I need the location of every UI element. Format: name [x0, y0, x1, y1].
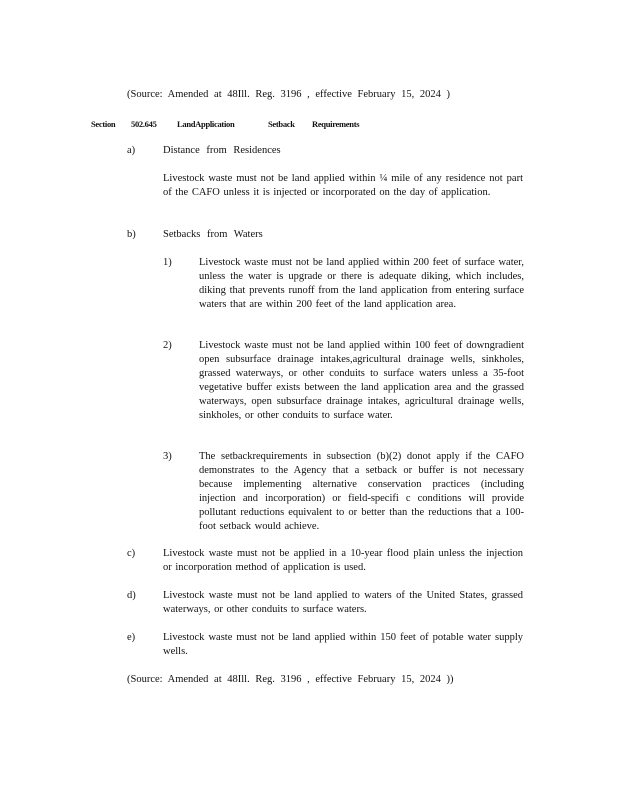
item-b-label: b)	[127, 229, 136, 240]
section-title-word1: LandApplication	[177, 119, 235, 129]
section-number: 502.645	[131, 119, 157, 129]
item-a-label: a)	[127, 145, 136, 156]
source-note-top: (Source: Amended at 48Ill. Reg. 3196 , effective February 15, 2024 )	[127, 89, 450, 100]
item-b1-text: Livestock waste must not be land applied within 200 feet of surface water, unless the water is upgrade or there is adequate diking, which includes, diking that prevents runoff from the land application from entering surface waters that are within 200 feet of the land application area.	[199, 257, 524, 310]
section-label: Section	[91, 119, 116, 129]
item-d-text: Livestock waste must not be land applied to waters of the United States, grassed waterways, or other conduits to surface waters.	[163, 590, 523, 615]
item-b-title: Setbacks from Waters	[163, 229, 263, 240]
section-title-word3: Requirements	[312, 119, 360, 129]
item-b3-number: 3)	[163, 451, 172, 462]
item-d-label: d)	[127, 590, 136, 601]
item-e-label: e)	[127, 632, 136, 643]
item-c-text: Livestock waste must not be applied in a 10-year flood plain unless the injection or incorporation method of application is used.	[163, 548, 523, 573]
item-a-text: Livestock waste must not be land applied within ¼ mile of any residence not part of the CAFO unless it is injected or incorporated on the day of application.	[163, 173, 523, 198]
item-b3-text: The setbackrequirements in subsection (b)(2) donot apply if the CAFO demonstrates to the Agency that a setback or buffer is not necessary because implementing alternative conservation practices (including injection and incorporation) or field-specifi c conditions will provide pollutant reductions equivalent to or better than the reductions that a 100-foot setback would achieve.	[199, 451, 524, 532]
item-b2-text: Livestock waste must not be land applied within 100 feet of downgradient open subsurface drainage intakes,agricultural drainage wells, sinkholes, grassed waterways, or other conduits to surface waters unless a 35-foot vegetative buffer exists between the land application area and the grassed waterways, open subsurface drainage intakes, agricultural drainage wells, sinkholes, or other conduits to surface water.	[199, 340, 524, 421]
section-title-word2: Setback	[268, 119, 295, 129]
source-note-bottom: (Source: Amended at 48Ill. Reg. 3196 , effective February 15, 2024 ))	[127, 674, 454, 685]
item-b2-number: 2)	[163, 340, 172, 351]
item-a-title: Distance from Residences	[163, 145, 281, 156]
item-b1-number: 1)	[163, 257, 172, 268]
item-c-label: c)	[127, 548, 136, 559]
item-e-text: Livestock waste must not be land applied within 150 feet of potable water supply wells.	[163, 632, 523, 657]
